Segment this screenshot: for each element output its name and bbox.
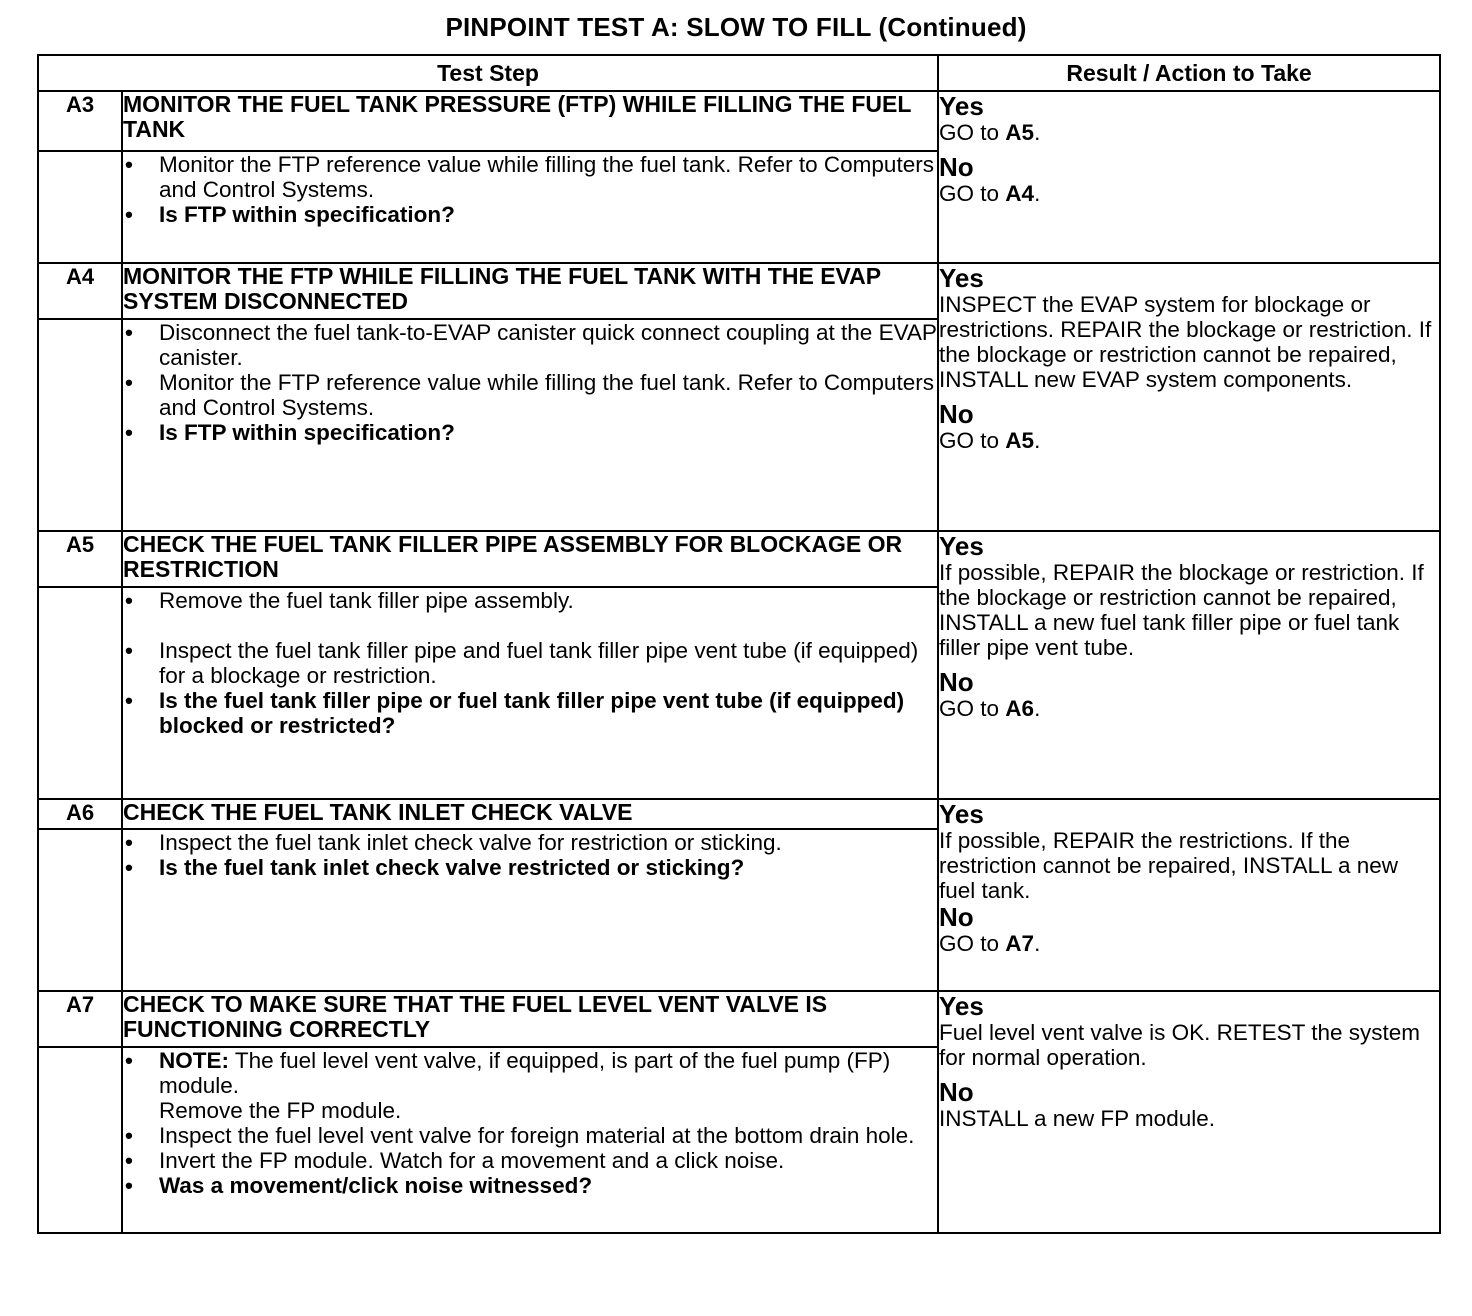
step-title-row bbox=[38, 799, 1440, 829]
no-block bbox=[939, 903, 1439, 956]
step-instructions bbox=[122, 587, 938, 799]
no-block bbox=[939, 668, 1439, 721]
yes-label: Yes bbox=[939, 91, 984, 121]
no-block bbox=[939, 153, 1439, 206]
step-title: CHECK THE FUEL TANK INLET CHECK VALVE bbox=[122, 799, 938, 829]
instruction-item: • Inspect the fuel level vent valve for foreign material at the bottom drain hole. bbox=[123, 1123, 937, 1148]
step-question: • Was a movement/click noise witnessed? bbox=[123, 1173, 937, 1198]
yes-label: Yes bbox=[939, 263, 984, 293]
step-id: A6 bbox=[38, 799, 122, 829]
step-instructions bbox=[122, 1047, 938, 1233]
step-title: MONITOR THE FUEL TANK PRESSURE (FTP) WHILE FILLING THE FUEL TANK bbox=[122, 91, 938, 151]
instruction-item: • Inspect the fuel tank filler pipe and fuel tank filler pipe vent tube (if equipped) for a blockage or restriction. bbox=[123, 638, 937, 688]
step-result bbox=[938, 531, 1440, 799]
yes-block bbox=[939, 992, 1439, 1070]
step-title: CHECK TO MAKE SURE THAT THE FUEL LEVEL VENT VALVE IS FUNCTIONING CORRECTLY bbox=[122, 991, 938, 1047]
note-continuation: Remove the FP module. bbox=[159, 1098, 402, 1123]
no-label: No bbox=[939, 667, 974, 697]
yes-label: Yes bbox=[939, 991, 984, 1021]
step-question: • Is FTP within specification? bbox=[123, 420, 937, 445]
yes-action: Fuel level vent valve is OK. RETEST the system for normal operation. bbox=[939, 1020, 1421, 1070]
result-header: Result / Action to Take bbox=[938, 55, 1440, 91]
note-item bbox=[123, 1048, 937, 1098]
step-ref: A7 bbox=[1005, 931, 1035, 956]
no-label: No bbox=[939, 399, 974, 429]
step-title-row bbox=[38, 263, 1440, 319]
step-result bbox=[938, 91, 1440, 263]
step-ref: A6 bbox=[1005, 696, 1035, 721]
instruction-item: • Disconnect the fuel tank-to-EVAP canister quick connect coupling at the EVAP canister. bbox=[123, 320, 937, 370]
step-id: A4 bbox=[38, 263, 122, 319]
step-instructions bbox=[122, 319, 938, 531]
no-action: GO to A7. bbox=[939, 931, 1041, 956]
step-question: • Is the fuel tank inlet check valve restricted or sticking? bbox=[123, 855, 937, 880]
no-label: No bbox=[939, 1077, 974, 1107]
step-title-row bbox=[38, 531, 1440, 587]
table-header-row bbox=[38, 55, 1440, 91]
instruction-item: • Inspect the fuel tank inlet check valve for restriction or sticking. bbox=[123, 830, 937, 855]
step-result bbox=[938, 991, 1440, 1233]
yes-label: Yes bbox=[939, 531, 984, 561]
yes-action: If possible, REPAIR the restrictions. If the restriction cannot be repaired, INSTALL a new fuel tank. bbox=[939, 828, 1399, 903]
step-instructions bbox=[122, 151, 938, 263]
step-title: MONITOR THE FTP WHILE FILLING THE FUEL TANK WITH THE EVAP SYSTEM DISCONNECTED bbox=[122, 263, 938, 319]
no-block bbox=[939, 400, 1439, 453]
step-id: A5 bbox=[38, 531, 122, 587]
note-text: The fuel level vent valve, if equipped, is part of the fuel pump (FP) module. bbox=[159, 1048, 891, 1098]
step-id: A7 bbox=[38, 991, 122, 1047]
yes-action: INSPECT the EVAP system for blockage or restrictions. REPAIR the blockage or restriction. If the blockage or restriction cannot be repaired, INSTALL new EVAP system components. bbox=[939, 292, 1432, 392]
step-instructions bbox=[122, 829, 938, 991]
instruction-item: • Monitor the FTP reference value while filling the fuel tank. Refer to Computers and Control Systems. bbox=[123, 370, 937, 420]
step-ref: A4 bbox=[1005, 181, 1035, 206]
no-label: No bbox=[939, 902, 974, 932]
no-action: GO to A4. bbox=[939, 181, 1041, 206]
pinpoint-test-table bbox=[37, 54, 1441, 1234]
no-action: INSTALL a new FP module. bbox=[939, 1106, 1215, 1131]
note-label: NOTE: bbox=[159, 1048, 229, 1073]
yes-block bbox=[939, 92, 1439, 145]
yes-block bbox=[939, 264, 1439, 392]
step-title-row bbox=[38, 91, 1440, 151]
yes-action: GO to A5. bbox=[939, 120, 1041, 145]
test-step-header: Test Step bbox=[38, 55, 938, 91]
step-question: • Is FTP within specification? bbox=[123, 202, 937, 227]
step-ref: A5 bbox=[1005, 428, 1035, 453]
no-label: No bbox=[939, 152, 974, 182]
yes-label: Yes bbox=[939, 799, 984, 829]
no-block bbox=[939, 1078, 1439, 1131]
yes-block bbox=[939, 800, 1439, 903]
yes-block bbox=[939, 532, 1439, 660]
step-title-row bbox=[38, 991, 1440, 1047]
step-ref: A5 bbox=[1005, 120, 1035, 145]
yes-action: If possible, REPAIR the blockage or restriction. If the blockage or restriction cannot be repaired, INSTALL a new fuel tank filler pipe or fuel tank filler pipe vent tube. bbox=[939, 560, 1424, 660]
no-action: GO to A5. bbox=[939, 428, 1041, 453]
instruction-item: • Invert the FP module. Watch for a movement and a click noise. bbox=[123, 1148, 937, 1173]
step-title: CHECK THE FUEL TANK FILLER PIPE ASSEMBLY FOR BLOCKAGE OR RESTRICTION bbox=[122, 531, 938, 587]
step-result bbox=[938, 799, 1440, 991]
instruction-item: • Remove the fuel tank filler pipe assembly. bbox=[123, 588, 937, 613]
step-id: A3 bbox=[38, 91, 122, 151]
step-question: • Is the fuel tank filler pipe or fuel tank filler pipe vent tube (if equipped) blocked or restricted? bbox=[123, 688, 937, 738]
instruction-item: • Monitor the FTP reference value while filling the fuel tank. Refer to Computers and Control Systems. bbox=[123, 152, 937, 202]
step-result bbox=[938, 263, 1440, 531]
no-action: GO to A6. bbox=[939, 696, 1041, 721]
page-title: PINPOINT TEST A: SLOW TO FILL (Continued) bbox=[445, 12, 1027, 42]
